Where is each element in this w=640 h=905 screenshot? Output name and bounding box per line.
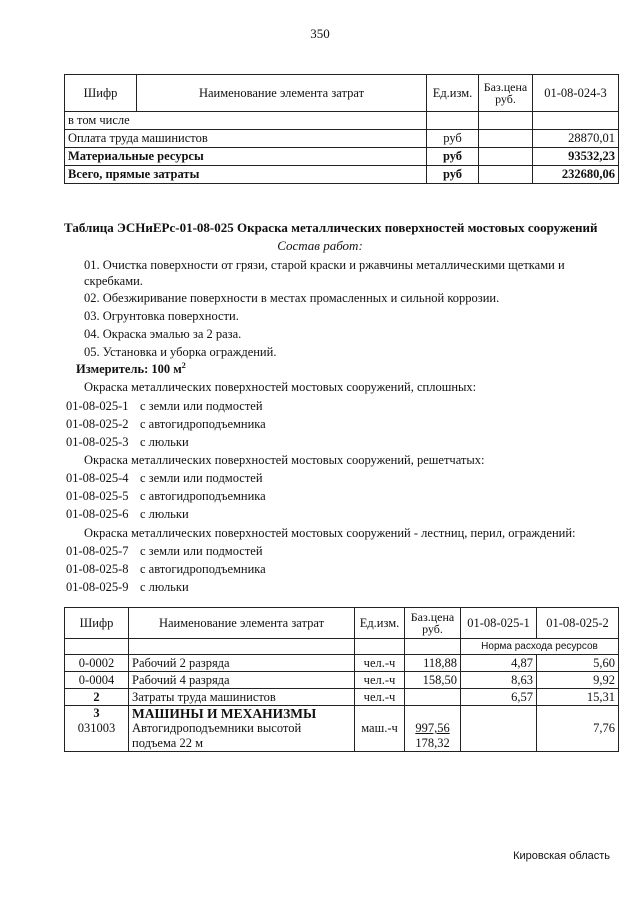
header-norm-code: 01-08-024-3 [533,75,619,112]
header-name: Наименование элемента затрат [129,608,355,639]
header-unit: Ед.изм. [355,608,405,639]
code-item [66,544,263,559]
machine-code: 031003 [77,721,116,735]
item-text: с люльки [140,435,189,449]
row-name: Оплата труда машинистов [65,130,427,148]
row-price: 118,88 [405,655,461,672]
row-unit [427,112,479,130]
item-code: 01-08-025-4 [66,471,129,485]
machine-v2: 7,76 [593,721,615,735]
row-price: 158,50 [405,672,461,689]
meter-superscript: 2 [181,361,186,370]
header-norm-code-1: 01-08-025-1 [461,608,537,639]
item-text: с земли или подмостей [140,471,263,485]
code-item [66,507,189,522]
table-row [65,148,619,166]
table-row [65,655,619,672]
resource-table [64,607,619,752]
row-v2: 15,31 [537,689,619,706]
row-unit: чел.-ч [355,689,405,706]
machine-name-line-2: подъема 22 м [132,736,203,750]
machines-title: МАШИНЫ И МЕХАНИЗМЫ [132,706,317,721]
machine-price-2: 178,32 [415,736,450,750]
item-text: с люльки [140,507,189,521]
header-unit: Ед.изм. [427,75,479,112]
item-code: 01-08-025-6 [66,507,129,521]
row-unit: чел.-ч [355,655,405,672]
code-item [66,562,266,577]
meter-label [76,361,186,377]
row-price [405,689,461,706]
row-code: 2 [65,689,129,706]
norm-label: Норма расхода ресурсов [461,639,619,655]
header-price: Баз.цена руб. [405,608,461,639]
row-name: Материальные ресурсы [65,148,427,166]
region-footer: Кировская область [513,850,610,862]
row-v2: 5,60 [537,655,619,672]
work-item: 02. Обезжиривание поверхности в местах промасленных и сильной коррозии. [84,291,500,305]
header-name: Наименование элемента затрат [137,75,427,112]
row-price [479,148,533,166]
section-subtitle: Состав работ: [277,238,363,253]
code-item [66,580,189,595]
machines-name-cell [129,706,355,752]
table-row [65,130,619,148]
item-code: 01-08-025-9 [66,580,129,594]
norm-row [65,639,619,655]
row-name: Затраты труда машинистов [129,689,355,706]
table-row [65,112,619,130]
item-code: 01-08-025-7 [66,544,129,558]
machines-price-cell [405,706,461,752]
row-price [479,130,533,148]
row-price [479,112,533,130]
item-text: с автогидроподъемника [140,489,266,503]
code-item [66,399,263,414]
table-row [65,689,619,706]
work-item: 05. Установка и уборка ограждений. [84,345,277,359]
page-number: 350 [310,26,330,41]
table-row [65,166,619,184]
row-code: 0-0004 [65,672,129,689]
item-text: с автогидроподъемника [140,417,266,431]
row-v1: 8,63 [461,672,537,689]
code-item [66,489,266,504]
row-v1: 4,87 [461,655,537,672]
group-title: Окраска металлических поверхностей мостовых сооружений, решетчатых: [84,453,485,467]
item-text: с земли или подмостей [140,399,263,413]
header-code: Шифр [65,75,137,112]
machines-row [65,706,619,752]
row-value: 93532,23 [533,148,619,166]
machines-v2-cell [537,706,619,752]
item-text: с автогидроподъемника [140,562,266,576]
machines-code-cell [65,706,129,752]
header-price: Баз.цена руб. [479,75,533,112]
work-item: 04. Окраска эмалью за 2 раза. [84,327,242,341]
row-value: 28870,01 [533,130,619,148]
row-value: 232680,06 [533,166,619,184]
section-title: Таблица ЭСНиЕРс-01-08-025 Окраска металлических поверхностей мостовых сооружений [64,220,598,235]
table-row [65,672,619,689]
code-item [66,417,266,432]
row-v2: 9,92 [537,672,619,689]
item-code: 01-08-025-8 [66,562,129,576]
group-title: Окраска металлических поверхностей мостовых сооружений, сплошных: [84,380,477,394]
row-name: в том числе [65,112,427,130]
row-v1: 6,57 [461,689,537,706]
item-text: с земли или подмостей [140,544,263,558]
meter-text: Измеритель: 100 м [76,362,182,377]
machine-price-1: 997,56 [415,721,450,735]
machines-unit-cell [355,706,405,752]
item-code: 01-08-025-3 [66,435,129,449]
row-unit: чел.-ч [355,672,405,689]
work-item: 03. Огрунтовка поверхности. [84,309,239,323]
code-item [66,435,189,450]
row-name: Рабочий 4 разряда [129,672,355,689]
code-item [66,471,263,486]
header-norm-code-2: 01-08-025-2 [537,608,619,639]
row-name: Рабочий 2 разряда [129,655,355,672]
row-code: 0-0002 [65,655,129,672]
header-code: Шифр [65,608,129,639]
row-name: Всего, прямые затраты [65,166,427,184]
row-value [533,112,619,130]
row-price [479,166,533,184]
row-unit: руб [427,130,479,148]
table-header-row [65,608,619,639]
row-unit: руб [427,166,479,184]
group-title: Окраска металлических поверхностей мостовых сооружений - лестниц, перил, ограждений: [84,526,576,540]
summary-table [64,74,619,184]
machine-name-line-1: Автогидроподъемники высотой [132,721,302,735]
item-text: с люльки [140,580,189,594]
machines-group-code: 3 [93,706,100,720]
work-item: 01. Очистка поверхности от грязи, старой краски и ржавчины металлическими щетками и скребками. [84,258,565,288]
item-code: 01-08-025-1 [66,399,129,413]
item-code: 01-08-025-2 [66,417,129,431]
table-header-row [65,75,619,112]
machine-unit: маш.-ч [361,721,398,735]
row-unit: руб [427,148,479,166]
item-code: 01-08-025-5 [66,489,129,503]
machines-v1-cell [461,706,537,752]
